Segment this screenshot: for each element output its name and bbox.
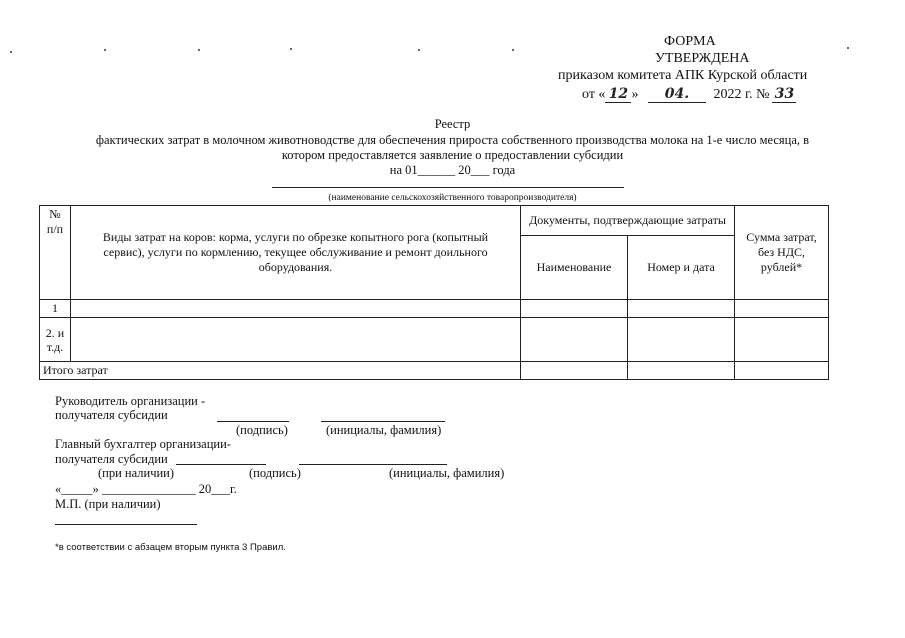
approved-label: УТВЕРЖДЕНА — [655, 51, 750, 66]
table-cell — [735, 300, 829, 318]
table-cell — [71, 300, 521, 318]
header-documents: Документы, подтверждающие затраты — [521, 206, 735, 236]
order-day: 12 — [605, 86, 631, 103]
scan-speck — [512, 49, 514, 51]
header-doc-name: Наименование — [521, 236, 628, 300]
accountant-initials-line — [299, 464, 447, 465]
order-date-line — [582, 86, 796, 103]
order-number: 33 — [772, 86, 796, 103]
producer-caption: (наименование сельскохозяйственного товаропроизводителя) — [328, 193, 577, 203]
header-cost-types: Виды затрат на коров: корма, услуги по обрезке копытного рога (копытный сервис), услуги по кормлению, текущее обслуживание и ремонт доильного оборудования. — [71, 206, 521, 300]
row-number: 1 — [40, 300, 71, 318]
table-row — [40, 318, 829, 362]
head-signature-line — [217, 421, 289, 422]
header-doc-number-date: Номер и дата — [628, 236, 735, 300]
if-any-caption: (при наличии) — [98, 466, 175, 480]
accountant-label-line1: Главный бухгалтер организации- — [55, 437, 231, 451]
table-cell — [628, 318, 735, 362]
scan-speck — [104, 49, 106, 51]
header-number: № п/п — [40, 206, 71, 300]
title-line2: фактических затрат в молочном животноводстве для обеспечения прироста собственного производства молока на 1-е число месяца, в — [95, 133, 810, 147]
scan-speck — [418, 49, 420, 51]
date-prefix: от « — [582, 87, 606, 102]
head-signature-caption: (подпись) — [236, 423, 288, 437]
date-suffix: » — [631, 87, 639, 102]
signature-date: «_____» _______________ 20___г. — [55, 482, 237, 496]
producer-name-line — [272, 187, 624, 188]
accountant-initials-caption: (инициалы, фамилия) — [389, 466, 505, 480]
order-text: приказом комитета АПК Курской области — [558, 68, 808, 83]
accountant-label-line2: получателя субсидии — [55, 452, 168, 466]
form-label: ФОРМА — [664, 34, 716, 49]
cost-registry-table — [39, 205, 829, 380]
head-initials-caption: (инициалы, фамилия) — [326, 423, 442, 437]
order-month: 04. — [648, 86, 706, 103]
row-number: 2. и т.д. — [40, 318, 71, 362]
footnote: *в соответствии с абзацем вторым пункта 3 Правил. — [55, 542, 286, 553]
accountant-signature-caption: (подпись) — [249, 466, 301, 480]
scan-speck — [290, 48, 292, 50]
table-row — [40, 300, 829, 318]
total-row — [40, 362, 829, 380]
order-year: 2022 г. № — [713, 87, 770, 102]
head-label-line1: Руководитель организации - — [55, 394, 206, 408]
table-cell — [735, 362, 829, 380]
title-line4: на 01______ 20___ года — [389, 163, 516, 177]
total-label: Итого затрат — [40, 362, 521, 380]
stamp-label: М.П. (при наличии) — [55, 497, 161, 511]
head-label-line2: получателя субсидии — [55, 408, 168, 422]
head-initials-line — [321, 421, 445, 422]
title-registry: Реестр — [434, 117, 471, 131]
table-cell — [71, 318, 521, 362]
table-cell — [628, 362, 735, 380]
header-sum: Сумма затрат, без НДС, рублей* — [735, 206, 829, 300]
scan-speck — [198, 49, 200, 51]
table-cell — [628, 300, 735, 318]
scan-speck — [847, 47, 849, 49]
stamp-line — [55, 524, 197, 525]
table-cell — [521, 362, 628, 380]
table-cell — [521, 300, 628, 318]
scan-speck — [10, 51, 12, 53]
table-cell — [735, 318, 829, 362]
table-cell — [521, 318, 628, 362]
title-line3: котором предоставляется заявление о предоставлении субсидии — [281, 148, 624, 162]
accountant-signature-line — [176, 464, 266, 465]
